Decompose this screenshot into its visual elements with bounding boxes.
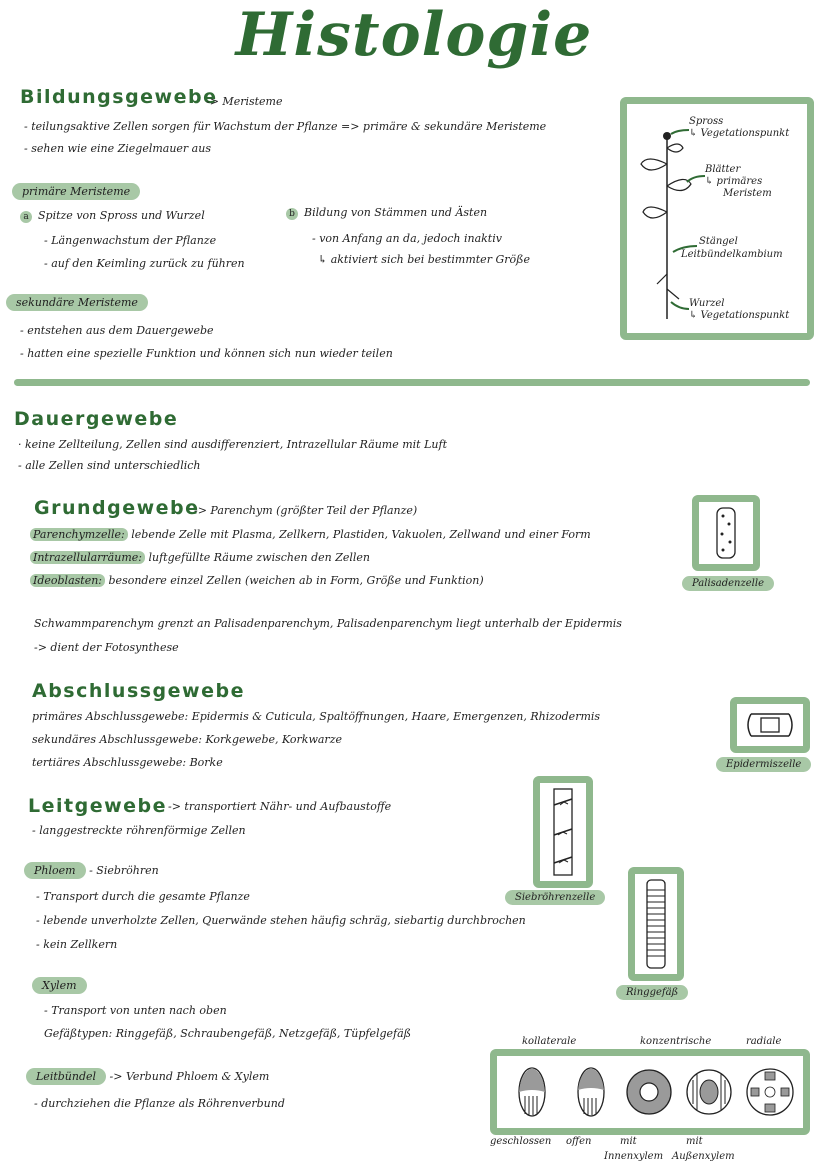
plant-staengel-sub: Leitbündelkambium [681,249,783,260]
grund-line-5: -> dient der Fotosynthese [34,641,179,654]
grund-row-1 [30,528,591,541]
term-ideoblasten: Ideoblasten: [30,574,105,587]
palisaden-label: Palisadenzelle [682,576,774,591]
grund-row-3 [30,574,484,587]
bundle-bottom-label-4: mit [686,1136,703,1147]
term-intrazellularraeume: Intrazellularräume: [30,551,145,564]
primary-a-line-2: - auf den Keimling zurück zu führen [44,257,245,270]
plant-blaetter-sub2: Meristem [723,188,772,199]
bildung-line-2: - sehen wie eine Ziegelmauer aus [24,142,211,155]
plant-spross: Spross [689,116,724,127]
palisaden-frame [692,495,760,571]
leitbuendel-arrow: -> Verbund Phloem & Xylem [109,1070,270,1083]
bundle-bottom-label-2: offen [566,1136,592,1147]
bundle-bottom-label-3: mit [620,1136,637,1147]
phloem-row [24,864,159,877]
bundle-drawing [497,1056,803,1128]
xylem-line-2: Gefäßtypen: Ringgefäß, Schraubengefäß, Netzgefäß, Tüpfelgefäß [44,1027,411,1040]
abschluss-line-3: tertiäres Abschlussgewebe: Borke [32,756,223,769]
def-intrazellularraeume: luftgefüllte Räume zwischen den Zellen [148,551,370,564]
plant-blaetter-sub: ↳ primäres [705,176,763,187]
leitbuendel-pill: Leitbündel [26,1068,106,1085]
def-parenchymzelle: lebende Zelle mit Plasma, Zellkern, Plastiden, Vakuolen, Zellwand und einer Form [131,528,591,541]
leit-heading: Leitgewebe [28,795,168,817]
epidermis-cell-drawing [737,704,803,746]
secondary-meristem-pill: sekundäre Meristeme [6,294,148,311]
xylem-pill: Xylem [32,977,87,994]
bundle-frame [490,1049,810,1135]
abschluss-heading: Abschlussgewebe [32,680,245,702]
primary-b-line-1: - von Anfang an da, jedoch inaktiv [312,232,502,245]
leitbuendel-line: - durchziehen die Pflanze als Röhrenverbund [34,1097,285,1110]
dauer-heading: Dauergewebe [14,408,179,430]
primary-a-line-1: - Längenwachstum der Pflanze [44,234,217,247]
primary-b-text: Bildung von Stämmen und Ästen [304,206,488,219]
phloem-pill: Phloem [24,862,86,879]
siebroehren-label: Siebröhrenzelle [505,890,605,905]
plant-spross-sub: ↳ Vegetationspunkt [689,128,790,139]
siebroehren-frame [533,776,593,888]
bullet-b: b [286,208,298,220]
phloem-line-2: - lebende unverholzte Zellen, Querwände stehen häufig schräg, siebartig durchbrochen [36,914,526,927]
primary-a [20,209,205,223]
bundle-top-label-1: kollaterale [522,1036,577,1047]
plant-wurzel-sub: ↳ Vegetationspunkt [689,310,790,321]
abschluss-line-1: primäres Abschlussgewebe: Epidermis & Cuticula, Spaltöffnungen, Haare, Emergenzen, Rhizodermis [32,710,601,723]
epidermis-frame [730,697,810,753]
bundle-top-label-3: radiale [746,1036,782,1047]
bullet-a: a [20,211,32,223]
plant-wurzel: Wurzel [689,298,725,309]
leit-arrow: -> transportiert Nähr- und Aufbaustoffe [168,800,392,813]
bildung-line-1: - teilungsaktive Zellen sorgen für Wachstum der Pflanze => primäre & sekundäre Meristeme [24,120,547,133]
ringgefaess-drawing [635,874,677,974]
plant-blaetter: Blätter [705,164,741,175]
page-title: Histologie [235,0,593,70]
grund-arrow: -> Parenchym (größter Teil der Pflanze) [194,504,418,517]
section-divider [14,379,810,386]
grund-line-4: Schwammparenchym grenzt an Palisadenparenchym, Palisadenparenchym liegt unterhalb der Epidermis [34,617,622,630]
bundle-bottom-sub-1: Innenxylem [604,1151,664,1162]
epidermis-label: Epidermiszelle [716,757,811,772]
phloem-line-3: - kein Zellkern [36,938,118,951]
bundle-bottom-sub-2: Außenxylem [672,1151,735,1162]
def-ideoblasten: besondere einzel Zellen (weichen ab in Form, Größe und Funktion) [108,574,484,587]
ringgefaess-frame [628,867,684,981]
palisaden-cell-drawing [699,502,753,564]
primary-b [286,206,487,220]
bundle-top-label-2: konzentrische [640,1036,712,1047]
term-parenchymzelle: Parenchymzelle: [30,528,128,541]
dauer-line-1: · keine Zellteilung, Zellen sind ausdifferenziert, Intrazellular Räume mit Luft [18,438,447,451]
leit-line-1: - langgestreckte röhrenförmige Zellen [32,824,246,837]
primary-meristem-pill: primäre Meristeme [12,183,140,200]
secondary-line-1: - entstehen aus dem Dauergewebe [20,324,214,337]
plant-staengel: Stängel [699,236,738,247]
bundle-bottom-label-1: geschlossen [490,1136,552,1147]
phloem-line-1: - Transport durch die gesamte Pflanze [36,890,250,903]
leitbuendel-row [26,1070,269,1083]
siebroehren-cell-drawing [540,783,586,881]
grund-heading: Grundgewebe [34,497,200,519]
bildung-heading: Bildungsgewebe [20,86,218,108]
secondary-line-2: - hatten eine spezielle Funktion und können sich nun wieder teilen [20,347,393,360]
xylem-line-1: - Transport von unten nach oben [44,1004,227,1017]
abschluss-line-2: sekundäres Abschlussgewebe: Korkgewebe, Korkwarze [32,733,342,746]
primary-b-line-2: ↳ aktiviert sich bei bestimmter Größe [318,253,530,266]
phloem-suffix: - Siebröhren [89,864,159,877]
plant-diagram-frame [620,97,814,340]
ringgefaess-label: Ringgefäß [616,985,688,1000]
bildung-arrow: -> Meristeme [206,95,283,108]
dauer-line-2: - alle Zellen sind unterschiedlich [18,459,201,472]
grund-row-2 [30,551,370,564]
primary-a-text: Spitze von Spross und Wurzel [38,209,205,222]
